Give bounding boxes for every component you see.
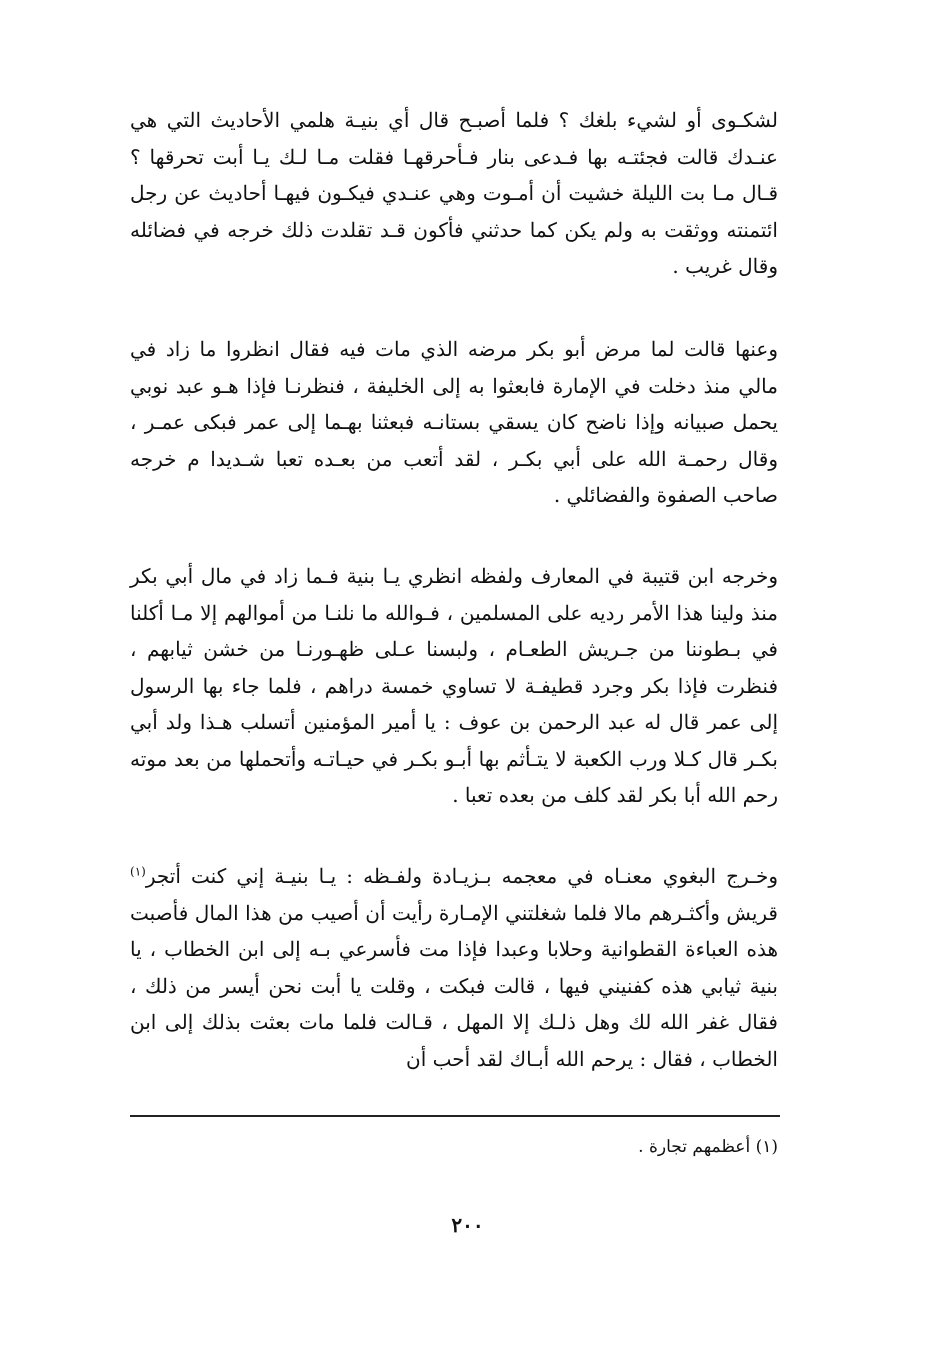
paragraph-1: لشكـوى أو لشيء بلغك ؟ فلما أصبـح قال أي بنيـة هلمي الأحاديث التي هي عنـدك قالت فجئتـه بها فـدعى بنار فـأحرقهـا فقلت مـا لـك يـا أبت تحرقها ؟ قـال مـا بت الليلة خشيت أن أمـوت وهي عنـدي فيكـون فيهـا أحاديث عن رجل ائتمنته ووثقت به ولم يكن كما حدثني فأكون قـد تقلدت ذلك خرجه في فضائله وقال غريب . [130,108,778,278]
paragraph-2: وعنها قالت لما مرض أبو بكر مرضه الذي مات فيه فقال انظروا ما زاد في مالي منذ دخلت في الإمارة فابعثوا به إلى الخليفة ، فنظرنـا فإذا هـو عبد نوبي يحمل صبيانه وإذا ناضح كان يسقي بستانـه فبعثنا بهـما إلى عمر فبكى عمـر ، وقال رحمـة الله على أبي بكـر ، لقد أتعب من بعـده تعبا شـديدا م خرجه صاحب الصفوة والفضائلي . [130,337,778,507]
paragraph-3: وخرجه ابن قتيبة في المعارف ولفظه انظري يـا بنية فـما زاد في مال أبي بكر منذ ولينا هذا الأمر رديه على المسلمين ، فـوالله ما نلنـا من أموالهم إلا مـا أكلنا في بـطوننا من جـريش الطعـام ، ولبسنا عـلى ظهـورنـا من خشن ثيابهم ، فنظرت فإذا بكر وجرد قطيفـة لا تساوي خمسة دراهم ، فلما جاء بها الرسول إلى عمر قال له عبد الرحمن بن عوف : يا أمير المؤمنين أتسلب هـذا ولد أبي بكـر قال كـلا ورب الكعبة لا يتـأثم بها أبـو بكـر في حيـاتـه وأتحملها من بعد موته رحم الله أبا بكر لقد كلف من بعده تعبا . [130,564,778,807]
page-number: ٢٠٠ [451,1213,484,1237]
paragraph-4-text-start: وخـرج البغوي معنـاه في معجمه بـزيـادة ولفـظه : يـا بنيـة إني كنت أتجر [145,864,778,888]
paragraph-4 [130,858,778,1077]
footnote-divider [130,1115,780,1117]
footnote: (١) أعظمهم تجارة . [638,1137,778,1157]
paragraph-4-text-end: قريش وأكثـرهم مالا فلما شغلتني الإمـارة رأيت أن أصيب من هذا المال فأصبت هذه العباءة القطوانية وحلابا وعبدا فإذا مت فأسرعي بـه إلى ابن الخطاب ، يا بنية ثيابي هذه كفنيني فيها ، قالت فبكت ، وقلت يا أبت نحن أيسر من ذلك ، فقال غفر الله لك وهل ذلـك إلا المهل ، قـالت فلما مات بعثت بذلك إلى ابن الخطاب ، فقال : يرحم الله أبـاك لقد أحب أن [130,900,778,1071]
footnote-marker: (١) [130,864,146,879]
